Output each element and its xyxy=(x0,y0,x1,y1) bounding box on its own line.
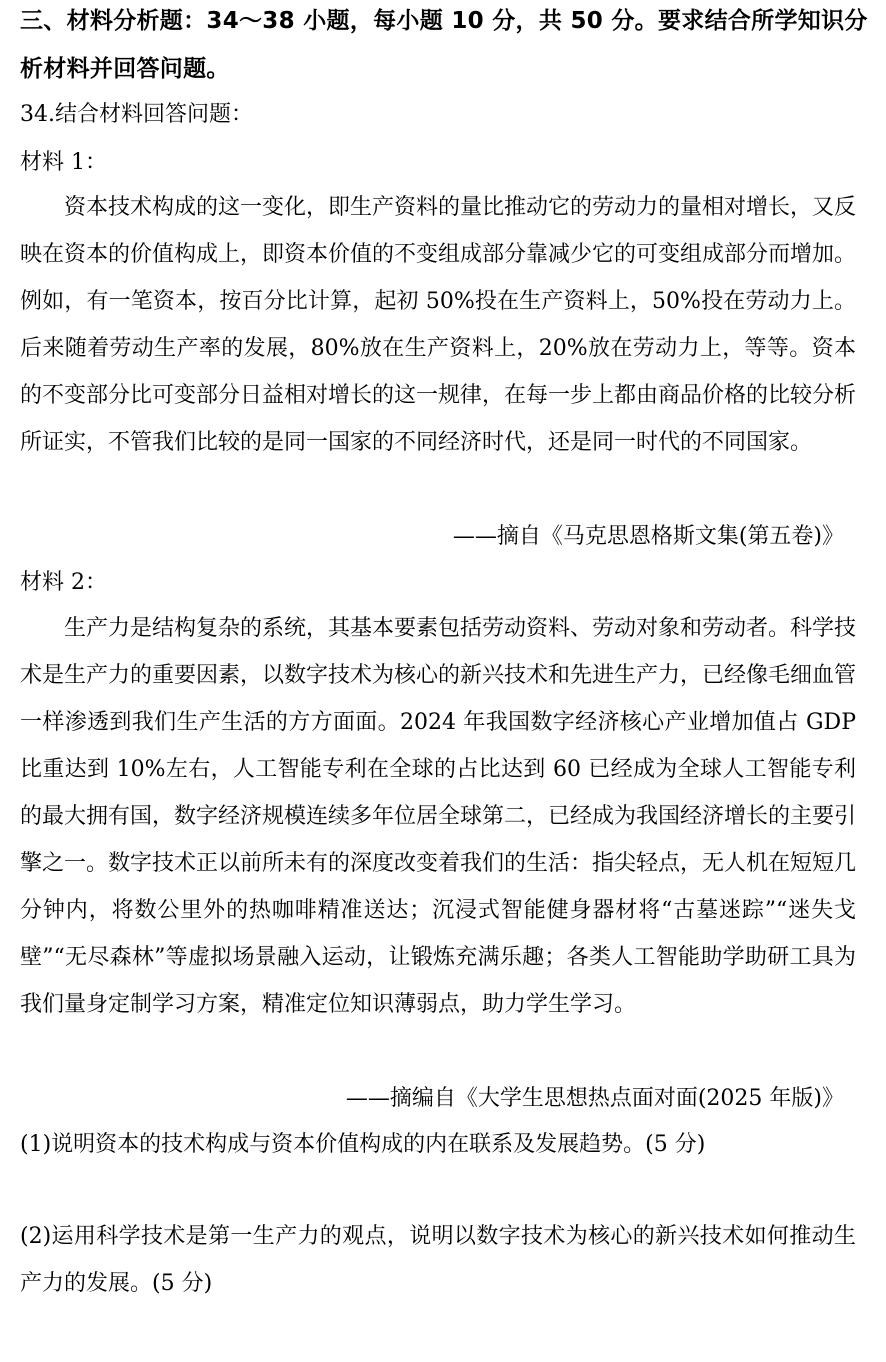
question-2-text: (2)运用科学技术是第一生产力的观点，说明以数字技术为核心的新兴技术如何推动生产力的发展。(5 分) xyxy=(20,1224,856,1296)
question-intro: 34.结合材料回答问题： xyxy=(20,102,253,127)
question-2 xyxy=(20,1213,856,1307)
section-heading-line2: 析材料并回答问题。 xyxy=(20,56,230,82)
material2-label: 材料 2： xyxy=(20,570,107,595)
material2-text xyxy=(20,605,856,1028)
material1-source: ——摘自《马克思恩格斯文集(第五卷)》 xyxy=(452,524,844,549)
question-1: (1)说明资本的技术构成与资本价值构成的内在联系及发展趋势。(5 分) xyxy=(20,1132,706,1157)
material1-paragraph: 资本技术构成的这一变化，即生产资料的量比推动它的劳动力的量相对增长，又反映在资本的价值构成上，即资本价值的不变组成部分靠减少它的可变组成部分而增加。例如，有一笔资本，按百分比计算，起初 50%投在生产资料上，50%投在劳动力上。后来随着劳动生产率的发展，80%放在生产资料上，20%放在劳动力上，等等。资本的不变部分比可变部分日益相对增长的这一规律，在每一步上都由商品价格的比较分析所证实，不管我们比较的是同一国家的不同经济时代，还是同一时代的不同国家。 xyxy=(20,195,857,455)
material1-text xyxy=(20,184,856,466)
material2-source: ——摘编自《大学生思想热点面对面(2025 年版)》 xyxy=(345,1086,844,1111)
section-heading-line1: 三、材料分析题：34～38 小题，每小题 10 分，共 50 分。要求结合所学知识分 xyxy=(20,8,868,34)
material1-label: 材料 1： xyxy=(20,150,107,175)
material2-paragraph: 生产力是结构复杂的系统，其基本要素包括劳动资料、劳动对象和劳动者。科学技术是生产力的重要因素，以数字技术为核心的新兴技术和先进生产力，已经像毛细血管一样渗透到我们生产生活的方方面面。2024 年我国数字经济核心产业增加值占 GDP 比重达到 10%左右，人工智能专利在全球的占比达到 60 已经成为全球人工智能专利的最大拥有国，数字经济规模连续多年位居全球第二，已经成为我国经济增长的主要引擎之一。数字技术正以前所未有的深度改变着我们的生活：指尖轻点，无人机在短短几分钟内，将数公里外的热咖啡精准送达；沉浸式智能健身器材将“古墓迷踪”“迷失戈壁”“无尽森林”等虚拟场景融入运动，让锻炼充满乐趣；各类人工智能助学助研工具为我们量身定制学习方案，精准定位知识薄弱点，助力学生学习。 xyxy=(20,616,857,1017)
